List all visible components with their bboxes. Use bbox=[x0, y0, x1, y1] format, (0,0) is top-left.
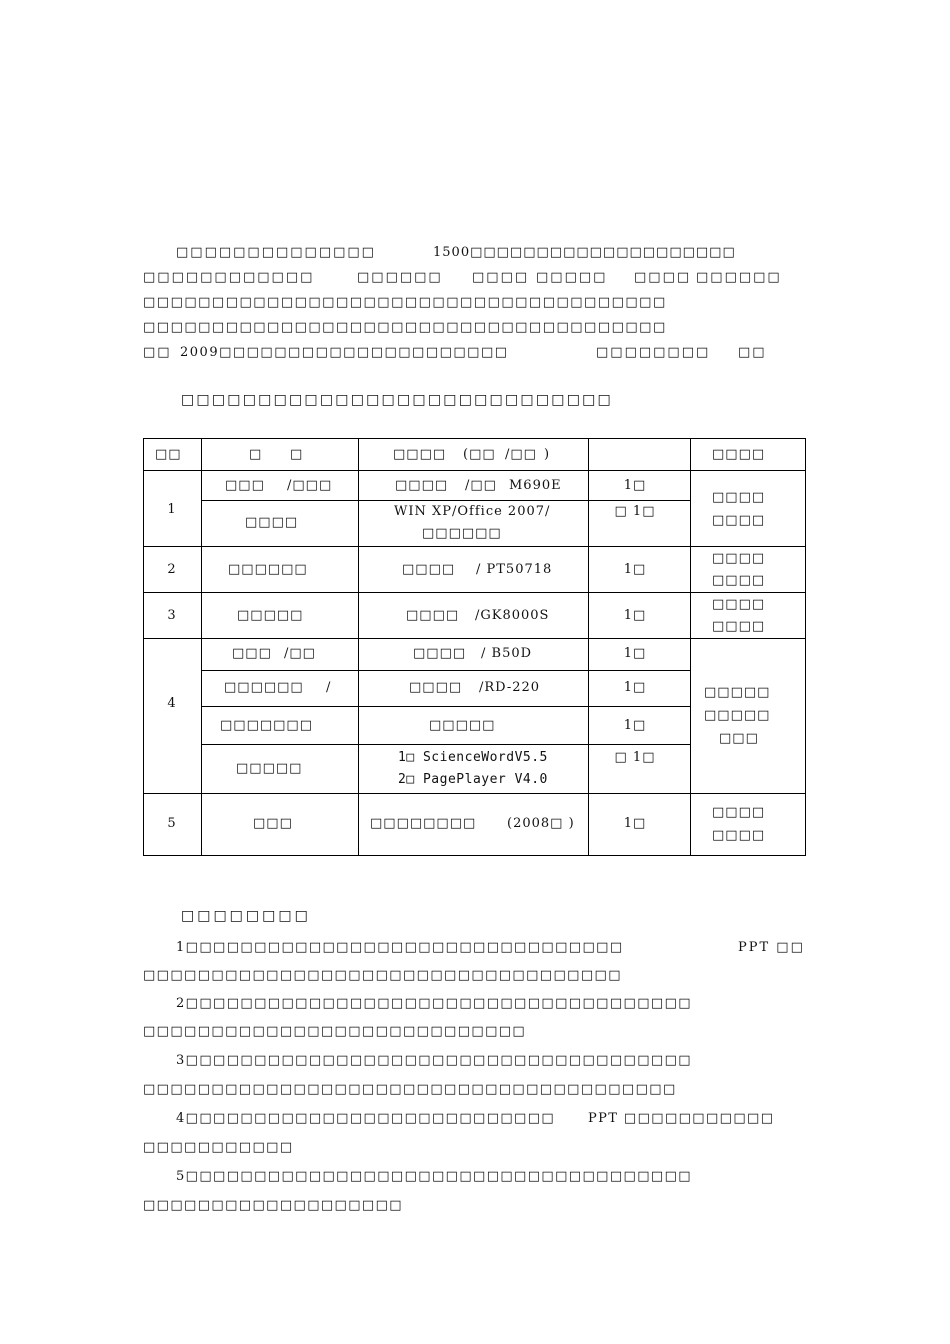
row1-note-b: □□□□ bbox=[712, 513, 766, 528]
row1b-spec-b: □□□□□□ bbox=[422, 526, 502, 541]
row1-note-a: □□□□ bbox=[712, 490, 766, 505]
row1b-qty: □ 1□ bbox=[614, 504, 656, 519]
row1a-name-a: □□□ bbox=[225, 478, 265, 493]
item-1-line-c: □□□□□□□□□□□□□□□□□□□□□□□□□□□□□□□□□□□ bbox=[143, 968, 622, 983]
header-spec-b: (□□ bbox=[463, 447, 496, 462]
row3-qty: 1□ bbox=[623, 608, 647, 623]
row4a-name-b: /□□ bbox=[284, 646, 316, 661]
row1a-name-b: /□□□ bbox=[287, 478, 333, 493]
row4d-qty: □ 1□ bbox=[614, 750, 656, 765]
row4b-qty: 1□ bbox=[623, 680, 647, 695]
row3-no: 3 bbox=[167, 608, 177, 623]
row5-qty: 1□ bbox=[623, 816, 647, 831]
row4-note-b: □□□□□ bbox=[704, 708, 771, 723]
intro-line-5c: □□□□□□□□ bbox=[596, 345, 711, 360]
header-name-a: □ bbox=[249, 447, 263, 462]
row4d-name: □□□□□ bbox=[236, 761, 303, 776]
row4c-qty: 1□ bbox=[623, 718, 647, 733]
row3-name: □□□□□ bbox=[237, 608, 304, 623]
row3-note-a: □□□□ bbox=[712, 597, 766, 612]
header-name-b: □ bbox=[290, 447, 304, 462]
intro-line-2a: □□□□□□□□□□□□ bbox=[143, 270, 315, 285]
row4a-spec-b: / B50D bbox=[481, 646, 533, 661]
row4a-qty: 1□ bbox=[623, 646, 647, 661]
header-spec-c: /□□ bbox=[505, 447, 537, 462]
row4b-name-a: □□□□□□ bbox=[224, 680, 304, 695]
row3-spec-a: □□□□ bbox=[406, 608, 460, 623]
header-spec-a: □□□□ bbox=[393, 447, 447, 462]
row2-spec-a: □□□□ bbox=[402, 562, 456, 577]
intro-line-2f: □□□□□□ bbox=[696, 270, 782, 285]
intro-line-3: □□□□□□□□□□□□□□□□□□□□□□□□□□□□□□□□□□□□□□ bbox=[143, 295, 667, 310]
row1b-name: □□□□ bbox=[245, 515, 299, 530]
row2-qty: 1□ bbox=[623, 562, 647, 577]
row2-name: □□□□□□ bbox=[228, 562, 308, 577]
row1a-spec-c: M690E bbox=[509, 478, 562, 493]
intro-line-2d: □□□□□ bbox=[536, 270, 608, 285]
row3-note-b: □□□□ bbox=[712, 619, 766, 634]
item-5-line-b: □□□□□□□□□□□□□□□□□□□ bbox=[143, 1198, 403, 1213]
row2-note-a: □□□□ bbox=[712, 551, 766, 566]
row5-no: 5 bbox=[167, 816, 177, 831]
row4d-spec-a: 1□ ScienceWordV5.5 bbox=[398, 750, 548, 765]
item-5-line-a: 5□□□□□□□□□□□□□□□□□□□□□□□□□□□□□□□□□□□□□ bbox=[176, 1169, 692, 1184]
row2-no: 2 bbox=[167, 562, 177, 577]
header-spec-d: ) bbox=[544, 447, 551, 462]
row1a-qty: 1□ bbox=[623, 478, 647, 493]
intro-line-2b: □□□□□□ bbox=[357, 270, 443, 285]
intro-line-1b: 1500□□□□□□□□□□□□□□□□□□□□ bbox=[433, 245, 736, 260]
row4a-spec-a: □□□□ bbox=[413, 646, 467, 661]
row3-spec-b: /GK8000S bbox=[475, 608, 550, 623]
intro-line-4: □□□□□□□□□□□□□□□□□□□□□□□□□□□□□□□□□□□□□□ bbox=[143, 320, 667, 335]
item-4-line-c: □□□□□□□□□□□ bbox=[143, 1140, 294, 1155]
row4c-name: □□□□□□□ bbox=[220, 718, 313, 733]
intro-line-5b: 2009□□□□□□□□□□□□□□□□□□□□□ bbox=[180, 345, 509, 360]
intro-line-5d: □□ bbox=[738, 345, 767, 360]
item-3-line-b: □□□□□□□□□□□□□□□□□□□□□□□□□□□□□□□□□□□□□□□ bbox=[143, 1082, 677, 1097]
row5-spec-b: (2008□ ) bbox=[507, 816, 575, 831]
item-1-line-a: 1□□□□□□□□□□□□□□□□□□□□□□□□□□□□□□□□ bbox=[176, 940, 624, 955]
row5-note-a: □□□□ bbox=[712, 805, 766, 820]
row1a-spec-a: □□□□ bbox=[395, 478, 449, 493]
header-no: □□ bbox=[155, 447, 182, 462]
row5-spec-a: □□□□□□□□ bbox=[370, 816, 477, 831]
header-note: □□□□ bbox=[712, 447, 766, 462]
row2-note-b: □□□□ bbox=[712, 573, 766, 588]
row4c-spec: □□□□□ bbox=[429, 718, 496, 733]
row4-no: 4 bbox=[167, 696, 177, 711]
row4b-spec-b: /RD-220 bbox=[479, 680, 541, 695]
intro-line-5a: □□ bbox=[143, 345, 172, 360]
intro-line-2e: □□□□ bbox=[634, 270, 692, 285]
table-title: □□□□□□□□□□□□□□□□□□□□□□□□□□□□ bbox=[181, 392, 613, 408]
row4b-spec-a: □□□□ bbox=[409, 680, 463, 695]
item-2-line-a: 2□□□□□□□□□□□□□□□□□□□□□□□□□□□□□□□□□□□□□ bbox=[176, 996, 692, 1011]
item-3-line-a: 3□□□□□□□□□□□□□□□□□□□□□□□□□□□□□□□□□□□□□ bbox=[176, 1053, 692, 1068]
row4-note-a: □□□□□ bbox=[704, 685, 771, 700]
section-title: □□□□□□□□ bbox=[181, 908, 311, 924]
row4d-spec-b: 2□ PagePlayer V4.0 bbox=[398, 772, 548, 787]
row2-spec-b: / PT50718 bbox=[476, 562, 553, 577]
intro-line-1a: □□□□□□□□□□□□□□ bbox=[176, 245, 376, 260]
row1-no: 1 bbox=[167, 502, 177, 517]
item-1-line-b: PPT □□ bbox=[738, 940, 805, 955]
row4a-name-a: □□□ bbox=[232, 646, 272, 661]
row4b-name-b: / bbox=[326, 680, 332, 695]
row5-name: □□□ bbox=[253, 816, 293, 831]
equipment-table bbox=[143, 438, 806, 856]
row5-note-b: □□□□ bbox=[712, 828, 766, 843]
intro-line-2c: □□□□ bbox=[472, 270, 530, 285]
row1b-spec-a: WIN XP/Office 2007/ bbox=[394, 504, 551, 519]
item-4-line-b: PPT □□□□□□□□□□□ bbox=[588, 1111, 775, 1126]
row4-note-c: □□□ bbox=[719, 731, 759, 746]
item-4-line-a: 4□□□□□□□□□□□□□□□□□□□□□□□□□□□ bbox=[176, 1111, 556, 1126]
item-2-line-b: □□□□□□□□□□□□□□□□□□□□□□□□□□□□ bbox=[143, 1024, 527, 1039]
row1a-spec-b: /□□ bbox=[465, 478, 497, 493]
